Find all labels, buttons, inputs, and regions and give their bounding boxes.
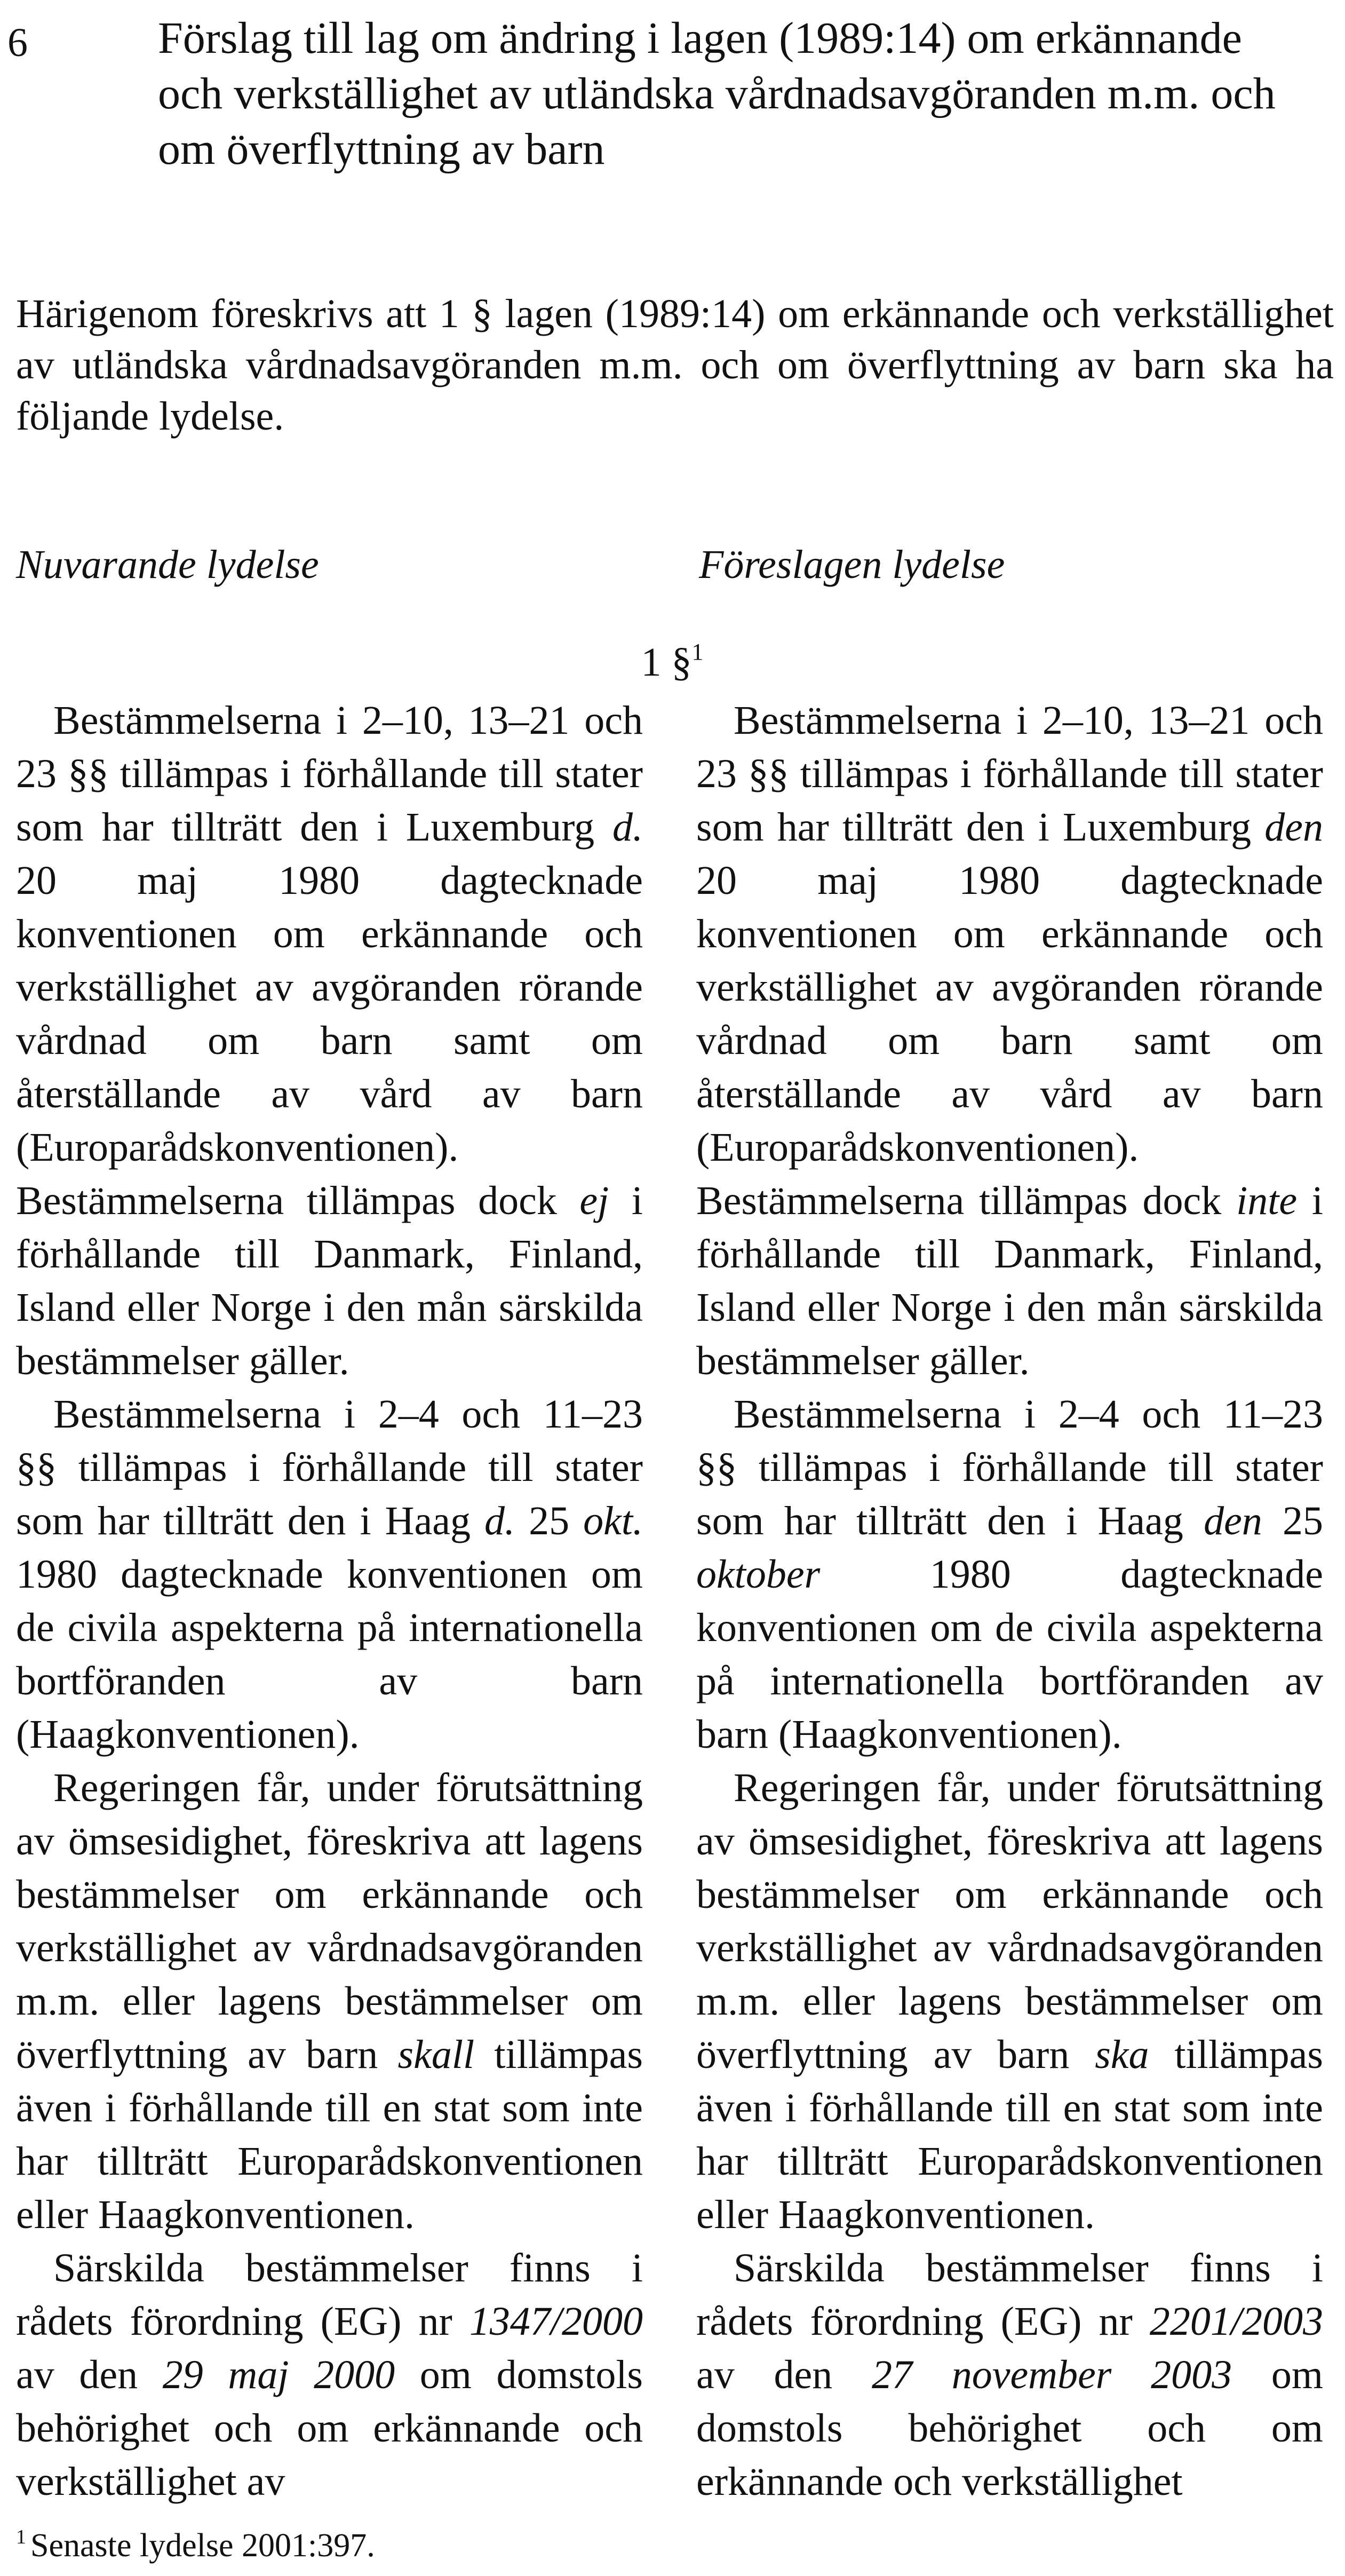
section-mark [603, 640, 742, 683]
column-proposed-text [696, 694, 1323, 2508]
document-heading: Förslag till lag om ändring i lagen (1989:14) om erkännande och verkställighet av utländska vårdnadsavgöranden m.m. och om överflyttning av barn [158, 13, 1276, 174]
column-header-proposed: Föreslagen lydelse [699, 542, 1005, 587]
paragraph: Bestämmelserna i 2–4 och 11–23 §§ tillämpas i förhållande till stater som har tillträtt den i Haag den 25 oktober 1980 dagtecknade konventionen om de civila aspekterna på internationella bortföranden av barn (Haagkonventionen). [696, 1392, 1324, 1757]
paragraph: Särskilda bestämmelser finns i rådets förordning (EG) nr 2201/2003 av den 27 november 2003 om domstols behörighet och om erkännande och verkställighet [696, 2246, 1323, 2504]
paragraph: Särskilda bestämmelser finns i rådets förordning (EG) nr 1347/2000 av den 29 maj 2000 om domstols behörighet och om erkännande och verkställighet av [16, 2246, 643, 2504]
page-number: 6 [7, 20, 28, 65]
column-current-text [16, 694, 643, 2508]
paragraph: Regeringen får, under förutsättning av ömsesidighet, föreskriva att lagens bestämmelser om erkännande och verkställighet av vårdnadsavgöranden m.m. eller lagens bestämmelser om överflyttning av barn skall tillämpas även i förhållande till en stat som inte har tillträtt Europarådskonventionen eller Haagkonventionen. [16, 1765, 643, 2237]
footnote [16, 2527, 375, 2562]
paragraph: Regeringen får, under förutsättning av ömsesidighet, föreskriva att lagens bestämmelser om erkännande och verkställighet av vårdnadsavgöranden m.m. eller lagens bestämmelser om överflyttning av barn ska tillämpas även i förhållande till en stat som inte har tillträtt Europarådskonventionen eller Haagkonventionen. [696, 1765, 1323, 2237]
intro-paragraph: Härigenom föreskrivs att 1 § lagen (1989:14) om erkännande och verkställighet av utländska vårdnadsavgöranden m.m. och om överflyttning av barn ska ha följande lydelse. [16, 291, 1334, 439]
column-header-current: Nuvarande lydelse [16, 542, 319, 587]
footnote-text: Senaste lydelse 2001:397. [30, 2527, 375, 2564]
paragraph: Bestämmelserna i 2–10, 13–21 och 23 §§ tillämpas i förhållande till stater som har tillträtt den i Luxemburg d. 20 maj 1980 dagtecknade konventionen om erkännande och verkställighet av avgöranden rörande vårdnad om barn samt om återställande av vård av barn (Europarådskonventionen). Bestämmelserna tillämpas dock ej i förhållande till Danmark, Finland, Island eller Norge i den mån särskilda bestämmelser gäller. [16, 698, 643, 1383]
footnote-reference: 1 [691, 639, 704, 665]
section-label: 1 § [641, 640, 692, 685]
footnote-number: 1 [16, 2526, 26, 2548]
paragraph: Bestämmelserna i 2–4 och 11–23 §§ tillämpas i förhållande till stater som har tillträtt den i Haag d. 25 okt. 1980 dagtecknade konventionen om de civila aspekterna på internationella bortföranden av barn (Haagkonventionen). [16, 1392, 643, 1757]
paragraph: Bestämmelserna i 2–10, 13–21 och 23 §§ tillämpas i förhållande till stater som har tillträtt den i Luxemburg den 20 maj 1980 dagtecknade konventionen om erkännande och verkställighet av avgöranden rörande vårdnad om barn samt om återställande av vård av barn (Europarådskonventionen). Bestämmelserna tillämpas dock inte i förhållande till Danmark, Finland, Island eller Norge i den mån särskilda bestämmelser gäller. [696, 698, 1323, 1383]
